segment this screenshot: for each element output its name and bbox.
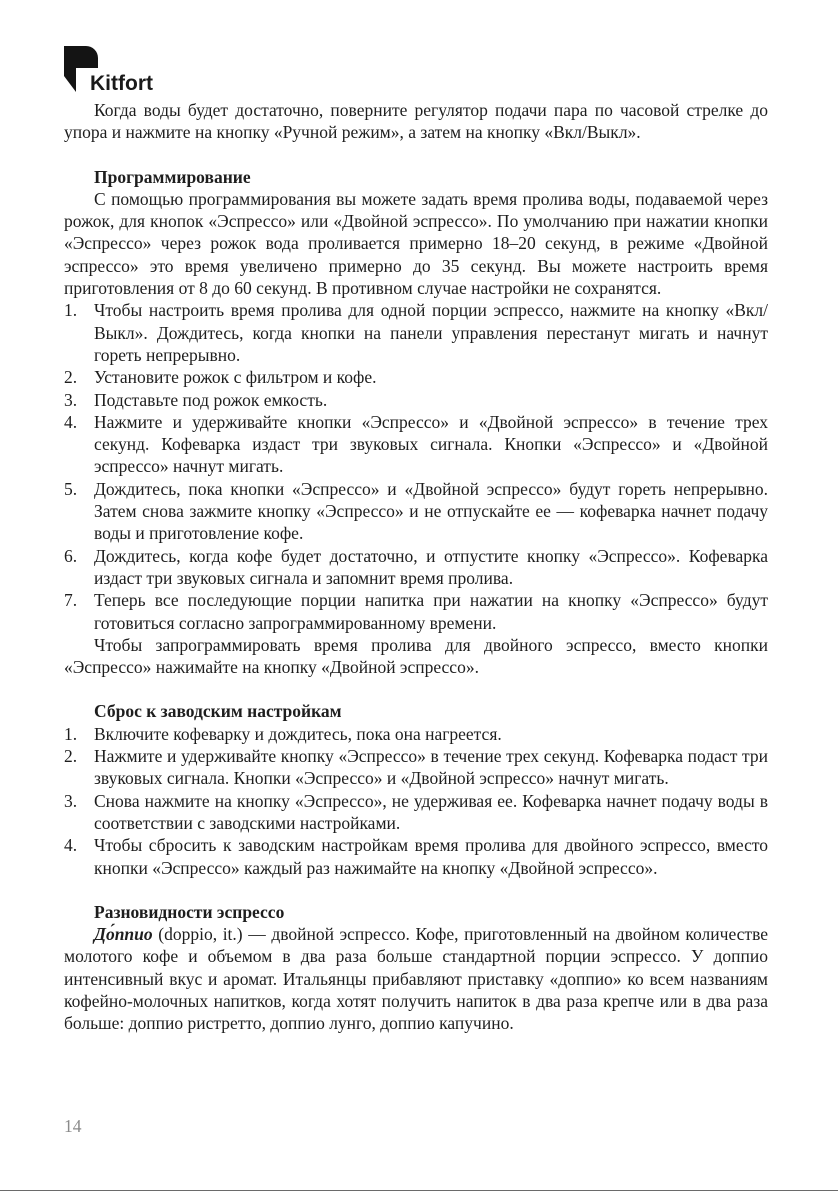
list-item [64, 790, 768, 835]
step-number: 1. [64, 723, 78, 744]
list-item [64, 723, 768, 745]
step-text: Установите рожок с фильтром и кофе. [94, 367, 377, 388]
step-number: 2. [64, 746, 78, 767]
step-number: 6. [64, 545, 78, 566]
programming-steps [64, 299, 768, 633]
reset-steps [64, 723, 768, 879]
doppio-paragraph [64, 923, 768, 1034]
step-text: Снова нажмите на кнопку «Эспрессо», не удерживая ее. Кофеварка начнет подачу воды в соответствии с заводскими настройками. [94, 790, 768, 833]
programming-after-paragraph: Чтобы запрограммировать время пролива для двойного эспрессо, вместо кнопки «Эспрессо» нажимайте на кнопку «Двойной эспрессо». [64, 634, 768, 678]
bottom-rule [0, 1190, 838, 1191]
step-number: 7. [64, 590, 78, 611]
doppio-term: До́ппио [94, 924, 153, 945]
list-item [64, 589, 768, 634]
step-text: Чтобы сбросить к заводским настройкам время пролива для двойного эспрессо, вместо кнопки «Эспрессо» каждый раз нажимайте на кнопку «Двойной эспрессо». [94, 835, 768, 878]
reset-heading: Сброс к заводским настройкам [94, 701, 342, 722]
brand-name: Kitfort [90, 72, 153, 95]
list-item [64, 545, 768, 590]
step-number: 4. [64, 835, 78, 856]
step-text: Подставьте под рожок емкость. [94, 389, 328, 410]
step-text: Чтобы настроить время пролива для одной порции эспрессо, нажмите на кнопку «Вкл/Выкл». Дождитесь, когда кнопки на панели управления перестанут мигать и начнут гореть непрерывно. [94, 300, 768, 365]
page-number: 14 [64, 1116, 82, 1136]
step-text: Нажмите и удерживайте кнопку «Эспрессо» в течение трех секунд. Кофеварка подаст три звуковых сигнала. Кнопки «Эспрессо» и «Двойной эспрессо» начнут мигать. [94, 746, 768, 789]
page-content [64, 99, 768, 1035]
step-number: 2. [64, 367, 78, 388]
list-item [64, 411, 768, 478]
list-item [64, 299, 768, 366]
step-text: Включите кофеварку и дождитесь, пока она нагреется. [94, 723, 502, 744]
step-text: Нажмите и удерживайте кнопки «Эспрессо» и «Двойной эспрессо» в течение трех секунд. Кофеварка издаст три звуковых сигнала. Кнопки «Эспрессо» и «Двойной эспрессо» начнут мигать. [94, 411, 768, 477]
list-item [64, 834, 768, 879]
list-item [64, 745, 768, 790]
step-number: 4. [64, 411, 78, 432]
programming-paragraph: С помощью программирования вы можете задать время пролива воды, подаваемой через рожок, для кнопок «Эспрессо» или «Двойной эспрессо». По умолчанию при нажатии кнопки «Эспрессо» через рожок вода проливается примерно 18–20 секунд, в режиме «Двойной эспрессо» это время увеличено примерно до 35 секунд. Вы можете настроить время приготовления от 8 до 60 секунд. В противном случае настройки не сохранятся. [64, 188, 768, 299]
step-number: 3. [64, 389, 78, 410]
programming-heading: Программирование [94, 166, 251, 187]
step-number: 1. [64, 300, 78, 321]
step-text: Дождитесь, пока кнопки «Эспрессо» и «Двойной эспрессо» будут гореть непрерывно. Затем снова зажмите кнопку «Эспрессо» и не отпускайте ее — кофеварка начнет подачу воды и приготовление кофе. [94, 478, 768, 544]
varieties-heading: Разновидности эспрессо [94, 901, 285, 922]
list-item [64, 389, 768, 411]
list-item [64, 478, 768, 545]
doppio-text: (doppio, it.) — двойной эспрессо. Кофе, приготовленный на двойном количестве молотого кофе и объемом в два раза больше стандартной порции эспрессо. У доппио интенсивный вкус и аромат. Итальянцы прибавляют приставку «доппио» ко всем названиям кофейно-молочных напитков, когда хотят получить напиток в два раза крепче или в два раза больше: доппио ристретто, доппио лунго, доппио капучино. [64, 924, 768, 1034]
intro-paragraph: Когда воды будет достаточно, поверните регулятор подачи пара по часовой стрелке до упора и нажмите на кнопку «Ручной режим», а затем на кнопку «Вкл/Выкл». [64, 100, 768, 143]
step-number: 5. [64, 478, 78, 499]
step-text: Дождитесь, когда кофе будет достаточно, и отпустите кнопку «Эспрессо». Кофеварка издаст три звуковых сигнала и запомнит время пролива. [94, 545, 768, 588]
list-item [64, 366, 768, 388]
step-text: Теперь все последующие порции напитка при нажатии на кнопку «Эспрессо» будут готовиться согласно запрограммированному времени. [94, 590, 768, 633]
step-number: 3. [64, 790, 78, 811]
